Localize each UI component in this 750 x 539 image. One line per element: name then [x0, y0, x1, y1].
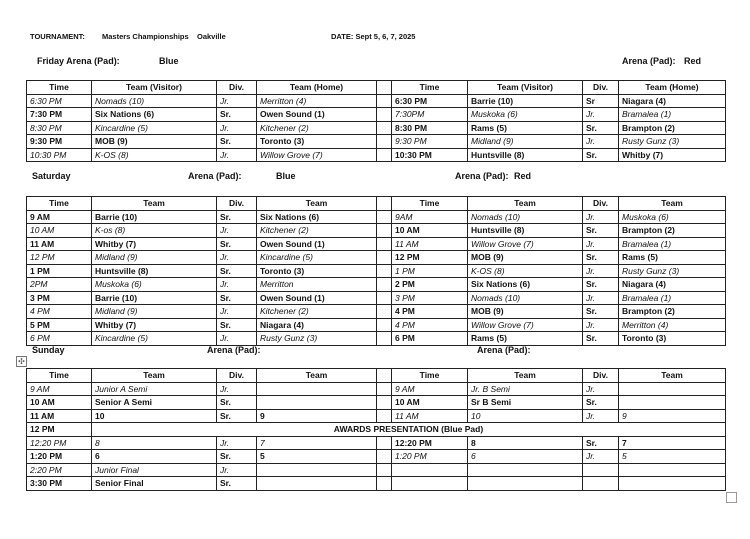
- cell[interactable]: Niagara (4): [619, 94, 726, 108]
- cell[interactable]: Jr.: [583, 264, 619, 278]
- column-header: Team: [468, 369, 583, 383]
- spacer-cell: [377, 463, 392, 477]
- cell[interactable]: 6: [92, 450, 217, 464]
- cell[interactable]: Sr.: [217, 409, 257, 423]
- sunday-arena-label: Arena (Pad):: [207, 345, 261, 355]
- cell[interactable]: 9:30 PM: [27, 135, 92, 149]
- table-row: [27, 450, 726, 464]
- friday-schedule-table: [26, 80, 726, 162]
- cell[interactable]: Sr.: [217, 396, 257, 410]
- cell[interactable]: [619, 477, 726, 491]
- spacer-cell: [377, 94, 392, 108]
- spacer-cell: [377, 197, 392, 211]
- cell[interactable]: Rams (5): [468, 332, 583, 346]
- column-header: Div.: [217, 369, 257, 383]
- cell[interactable]: [257, 463, 377, 477]
- cell[interactable]: 2:20 PM: [27, 463, 92, 477]
- spacer-cell: [377, 148, 392, 162]
- friday-right-arena-label: Arena (Pad):: [622, 56, 676, 66]
- cell[interactable]: Sr.: [583, 332, 619, 346]
- cell[interactable]: Jr.: [583, 210, 619, 224]
- table-row: [27, 409, 726, 423]
- cell[interactable]: Brampton (2): [619, 305, 726, 319]
- spacer-cell: [377, 135, 392, 149]
- cell[interactable]: Nomads (10): [468, 210, 583, 224]
- cell[interactable]: 10 AM: [392, 224, 468, 238]
- cell[interactable]: Rams (5): [619, 251, 726, 265]
- awards-presentation-cell: AWARDS PRESENTATION (Blue Pad): [92, 423, 726, 437]
- cell[interactable]: Midland (9): [468, 135, 583, 149]
- tournament-label: TOURNAMENT:: [30, 32, 85, 41]
- cell[interactable]: Brampton (2): [619, 121, 726, 135]
- spacer-cell: [377, 305, 392, 319]
- cell[interactable]: Sr.: [217, 210, 257, 224]
- column-header: Div.: [583, 81, 619, 95]
- cell[interactable]: Kincardine (5): [92, 332, 217, 346]
- cell[interactable]: Jr.: [583, 237, 619, 251]
- column-header: Team: [257, 369, 377, 383]
- cell[interactable]: Bramalea (1): [619, 237, 726, 251]
- sunday-label: Sunday: [32, 345, 65, 355]
- spacer-cell: [377, 224, 392, 238]
- header-row: [27, 369, 726, 383]
- cell[interactable]: 4 PM: [392, 318, 468, 332]
- cell[interactable]: 12:20 PM: [392, 436, 468, 450]
- tournament-name: Masters Championships: [102, 32, 189, 41]
- cell[interactable]: 11 AM: [392, 237, 468, 251]
- cell[interactable]: Barrie (10): [92, 291, 217, 305]
- table-row: [27, 121, 726, 135]
- cell[interactable]: [468, 463, 583, 477]
- cell[interactable]: Rams (5): [468, 121, 583, 135]
- header-row: [27, 81, 726, 95]
- cell[interactable]: Jr.: [217, 305, 257, 319]
- saturday-right-arena-value: Red: [514, 171, 532, 181]
- table-row: [27, 237, 726, 251]
- column-header: Team (Visitor): [92, 81, 217, 95]
- table-row: [27, 318, 726, 332]
- column-header: Div.: [583, 369, 619, 383]
- cell[interactable]: Kincardine (5): [92, 121, 217, 135]
- cell[interactable]: 1 PM: [392, 264, 468, 278]
- cell[interactable]: Jr.: [217, 278, 257, 292]
- cell[interactable]: Sr.: [217, 291, 257, 305]
- cell[interactable]: Whitby (7): [92, 318, 217, 332]
- cell[interactable]: Merritton (4): [619, 318, 726, 332]
- cell[interactable]: Bramalea (1): [619, 108, 726, 122]
- cell[interactable]: Barrie (10): [468, 94, 583, 108]
- spacer-cell: [377, 81, 392, 95]
- cell[interactable]: 8:30 PM: [27, 121, 92, 135]
- cell[interactable]: 5: [619, 450, 726, 464]
- cell[interactable]: 1 PM: [27, 264, 92, 278]
- cell[interactable]: Muskoka (6): [619, 210, 726, 224]
- cell[interactable]: Whitby (7): [619, 148, 726, 162]
- cell[interactable]: Jr.: [217, 251, 257, 265]
- spacer-cell: [377, 318, 392, 332]
- spacer-cell: [377, 477, 392, 491]
- column-header: Team: [468, 197, 583, 211]
- saturday-label: Saturday: [32, 171, 71, 181]
- cell[interactable]: 3 PM: [392, 291, 468, 305]
- cell[interactable]: Sr.: [217, 237, 257, 251]
- table-row: [27, 305, 726, 319]
- spacer-cell: [377, 436, 392, 450]
- cell[interactable]: 8:30 PM: [392, 121, 468, 135]
- cell[interactable]: Jr.: [583, 135, 619, 149]
- cell[interactable]: Jr.: [217, 94, 257, 108]
- spacer-cell: [377, 450, 392, 464]
- cell[interactable]: Jr.: [217, 224, 257, 238]
- table-row: [27, 463, 726, 477]
- cell[interactable]: [619, 382, 726, 396]
- cell[interactable]: 7: [619, 436, 726, 450]
- friday-right-arena-value: Red: [684, 56, 702, 66]
- table-row: [27, 382, 726, 396]
- saturday-arena-label: Arena (Pad):: [188, 171, 242, 181]
- cell[interactable]: 9: [257, 409, 377, 423]
- cell[interactable]: Jr.: [217, 121, 257, 135]
- cell[interactable]: 2PM: [27, 278, 92, 292]
- cell[interactable]: 9 AM: [27, 210, 92, 224]
- cell[interactable]: 10:30 PM: [392, 148, 468, 162]
- cell[interactable]: 11 AM: [27, 237, 92, 251]
- table-row: [27, 108, 726, 122]
- sunday-right-arena-label: Arena (Pad):: [477, 345, 531, 355]
- cell[interactable]: 1:20 PM: [27, 450, 92, 464]
- cell[interactable]: Sr.: [217, 450, 257, 464]
- table-row: [27, 436, 726, 450]
- cell[interactable]: 10 AM: [392, 396, 468, 410]
- table-row: [27, 264, 726, 278]
- column-header: Team: [92, 369, 217, 383]
- cell[interactable]: Six Nations (6): [468, 278, 583, 292]
- cell[interactable]: [583, 477, 619, 491]
- cell[interactable]: [619, 396, 726, 410]
- cell[interactable]: Sr.: [217, 477, 257, 491]
- cell[interactable]: Jr.: [583, 291, 619, 305]
- cell[interactable]: Jr.: [217, 463, 257, 477]
- sunday-schedule-table: [26, 368, 726, 491]
- saturday-arena-value: Blue: [276, 171, 296, 181]
- column-header: Time: [392, 197, 468, 211]
- cell[interactable]: 12 PM: [392, 251, 468, 265]
- cell[interactable]: 8: [468, 436, 583, 450]
- cell[interactable]: Toronto (3): [619, 332, 726, 346]
- cell[interactable]: Rusty Gunz (3): [619, 135, 726, 149]
- cell[interactable]: MOB (9): [468, 305, 583, 319]
- column-header: Div.: [583, 197, 619, 211]
- cell[interactable]: Whitby (7): [92, 237, 217, 251]
- table-row: [27, 210, 726, 224]
- cell[interactable]: Jr.: [217, 436, 257, 450]
- cell[interactable]: Nomads (10): [92, 94, 217, 108]
- cell[interactable]: Sr.: [583, 436, 619, 450]
- spacer-cell: [377, 237, 392, 251]
- cell[interactable]: 5 PM: [27, 318, 92, 332]
- cell[interactable]: 9AM: [392, 210, 468, 224]
- cell[interactable]: 10: [468, 409, 583, 423]
- cell[interactable]: 7:30PM: [392, 108, 468, 122]
- cell[interactable]: Junior A Semi: [92, 382, 217, 396]
- column-header: Team: [257, 197, 377, 211]
- cell[interactable]: Bramalea (1): [619, 291, 726, 305]
- spacer-cell: [377, 251, 392, 265]
- cell[interactable]: [392, 463, 468, 477]
- cell[interactable]: K-OS (8): [468, 264, 583, 278]
- cell[interactable]: 12 PM: [27, 251, 92, 265]
- cell[interactable]: Sr.: [583, 121, 619, 135]
- cell[interactable]: Niagara (4): [619, 278, 726, 292]
- column-header: Team: [92, 197, 217, 211]
- spacer-cell: [377, 409, 392, 423]
- cell[interactable]: 6: [468, 450, 583, 464]
- table-row: [27, 224, 726, 238]
- cell[interactable]: [257, 396, 377, 410]
- cell[interactable]: Sr.: [583, 396, 619, 410]
- cell[interactable]: Jr.: [583, 108, 619, 122]
- cell[interactable]: 9:30 PM: [392, 135, 468, 149]
- column-header: Div.: [217, 81, 257, 95]
- cell[interactable]: MOB (9): [468, 251, 583, 265]
- cell[interactable]: [583, 463, 619, 477]
- friday-arena-label: Friday Arena (Pad):: [37, 56, 120, 66]
- column-header: Team: [619, 369, 726, 383]
- cell[interactable]: [392, 477, 468, 491]
- cell[interactable]: Huntsville (8): [468, 148, 583, 162]
- cell[interactable]: Jr.: [583, 450, 619, 464]
- cell[interactable]: MOB (9): [92, 135, 217, 149]
- header-row: [27, 197, 726, 211]
- cell[interactable]: Jr.: [217, 148, 257, 162]
- spacer-cell: [377, 332, 392, 346]
- cell[interactable]: Willow Grove (7): [257, 148, 377, 162]
- table-row: [27, 278, 726, 292]
- cell[interactable]: Huntsville (8): [92, 264, 217, 278]
- cell[interactable]: Jr.: [583, 409, 619, 423]
- cell[interactable]: Midland (9): [92, 251, 217, 265]
- cell[interactable]: 3 PM: [27, 291, 92, 305]
- column-header: Team (Home): [619, 81, 726, 95]
- cell[interactable]: [468, 477, 583, 491]
- cell[interactable]: Sr.: [583, 148, 619, 162]
- saturday-schedule-table: [26, 196, 726, 346]
- cell[interactable]: Senior Final: [92, 477, 217, 491]
- column-header: Time: [27, 197, 92, 211]
- table-move-handle-icon[interactable]: ✣: [16, 356, 27, 367]
- cell[interactable]: 9 AM: [27, 382, 92, 396]
- cell[interactable]: Jr.: [217, 382, 257, 396]
- cell[interactable]: 9: [619, 409, 726, 423]
- spacer-cell: [377, 369, 392, 383]
- cell[interactable]: Brampton (2): [619, 224, 726, 238]
- table-row: [27, 423, 726, 437]
- table-row: [27, 332, 726, 346]
- cell[interactable]: 10:30 PM: [27, 148, 92, 162]
- cell[interactable]: 12:20 PM: [27, 436, 92, 450]
- cell[interactable]: Merritton: [257, 278, 377, 292]
- cell[interactable]: Sr.: [583, 224, 619, 238]
- cell[interactable]: 5: [257, 450, 377, 464]
- tournament-date: DATE: Sept 5, 6, 7, 2025: [331, 32, 416, 41]
- cell[interactable]: Sr.: [583, 278, 619, 292]
- cell[interactable]: Jr. B Semi: [468, 382, 583, 396]
- cell[interactable]: Sr.: [217, 135, 257, 149]
- friday-arena-value: Blue: [159, 56, 179, 66]
- spacer-cell: [377, 264, 392, 278]
- cell[interactable]: 10 AM: [27, 396, 92, 410]
- cell[interactable]: Kitchener (2): [257, 305, 377, 319]
- cell[interactable]: 7: [257, 436, 377, 450]
- cell[interactable]: 7:30 PM: [27, 108, 92, 122]
- cell[interactable]: Owen Sound (1): [257, 108, 377, 122]
- spacer-cell: [377, 210, 392, 224]
- column-header: Time: [392, 81, 468, 95]
- cell[interactable]: Kitchener (2): [257, 224, 377, 238]
- table-row: [27, 94, 726, 108]
- cell[interactable]: 10 AM: [27, 224, 92, 238]
- spacer-cell: [377, 382, 392, 396]
- cell[interactable]: 6 PM: [392, 332, 468, 346]
- cell[interactable]: Rusty Gunz (3): [619, 264, 726, 278]
- table-row: [27, 251, 726, 265]
- cell[interactable]: 1:20 PM: [392, 450, 468, 464]
- cell[interactable]: Jr.: [583, 318, 619, 332]
- cell[interactable]: 11 AM: [392, 409, 468, 423]
- cell[interactable]: Niagara (4): [257, 318, 377, 332]
- spacer-cell: [377, 278, 392, 292]
- cell[interactable]: Kitchener (2): [257, 121, 377, 135]
- tournament-location: Oakville: [197, 32, 226, 41]
- cell[interactable]: 9 AM: [392, 382, 468, 396]
- cell[interactable]: Toronto (3): [257, 264, 377, 278]
- cell[interactable]: K-OS (8): [92, 148, 217, 162]
- column-header: Team (Home): [257, 81, 377, 95]
- cell[interactable]: K-os (8): [92, 224, 217, 238]
- saturday-right-arena-label: Arena (Pad):: [455, 171, 509, 181]
- cell[interactable]: 6:30 PM: [27, 94, 92, 108]
- cell[interactable]: Merritton (4): [257, 94, 377, 108]
- table-resize-handle[interactable]: [726, 492, 737, 503]
- cell[interactable]: 2 PM: [392, 278, 468, 292]
- cell[interactable]: Muskoka (6): [92, 278, 217, 292]
- cell[interactable]: Sr.: [217, 264, 257, 278]
- cell[interactable]: Sr.: [583, 305, 619, 319]
- cell[interactable]: Junior Final: [92, 463, 217, 477]
- cell[interactable]: 3:30 PM: [27, 477, 92, 491]
- cell[interactable]: Barrie (10): [92, 210, 217, 224]
- cell[interactable]: 8: [92, 436, 217, 450]
- table-row: [27, 148, 726, 162]
- column-header: Time: [27, 369, 92, 383]
- cell[interactable]: Midland (9): [92, 305, 217, 319]
- cell: 12 PM: [27, 423, 92, 437]
- cell[interactable]: Sr.: [583, 251, 619, 265]
- column-header: Div.: [217, 197, 257, 211]
- cell[interactable]: Rusty Gunz (3): [257, 332, 377, 346]
- cell[interactable]: Senior A Semi: [92, 396, 217, 410]
- column-header: Time: [392, 369, 468, 383]
- cell[interactable]: Sr: [583, 94, 619, 108]
- cell[interactable]: Jr.: [583, 382, 619, 396]
- spacer-cell: [377, 121, 392, 135]
- cell[interactable]: 11 AM: [27, 409, 92, 423]
- spacer-cell: [377, 396, 392, 410]
- cell[interactable]: [257, 477, 377, 491]
- cell[interactable]: 6 PM: [27, 332, 92, 346]
- cell[interactable]: Muskoka (6): [468, 108, 583, 122]
- cell[interactable]: Six Nations (6): [92, 108, 217, 122]
- table-row: [27, 291, 726, 305]
- cell[interactable]: Nomads (10): [468, 291, 583, 305]
- cell[interactable]: 10: [92, 409, 217, 423]
- column-header: Team: [619, 197, 726, 211]
- cell[interactable]: Six Nations (6): [257, 210, 377, 224]
- cell[interactable]: 6:30 PM: [392, 94, 468, 108]
- column-header: Time: [27, 81, 92, 95]
- cell[interactable]: Huntsville (8): [468, 224, 583, 238]
- cell[interactable]: [619, 463, 726, 477]
- cell[interactable]: 4 PM: [392, 305, 468, 319]
- spacer-cell: [377, 108, 392, 122]
- table-row: [27, 477, 726, 491]
- cell[interactable]: [257, 382, 377, 396]
- cell[interactable]: Willow Grove (7): [468, 318, 583, 332]
- cell[interactable]: Owen Sound (1): [257, 237, 377, 251]
- cell[interactable]: Kincardine (5): [257, 251, 377, 265]
- cell[interactable]: Toronto (3): [257, 135, 377, 149]
- table-row: [27, 396, 726, 410]
- cell[interactable]: Jr.: [217, 332, 257, 346]
- cell[interactable]: Sr.: [217, 318, 257, 332]
- cell[interactable]: Sr.: [217, 108, 257, 122]
- column-header: Team (Visitor): [468, 81, 583, 95]
- cell[interactable]: Owen Sound (1): [257, 291, 377, 305]
- table-row: [27, 135, 726, 149]
- cell[interactable]: Willow Grove (7): [468, 237, 583, 251]
- cell[interactable]: 4 PM: [27, 305, 92, 319]
- cell[interactable]: Sr B Semi: [468, 396, 583, 410]
- spacer-cell: [377, 291, 392, 305]
